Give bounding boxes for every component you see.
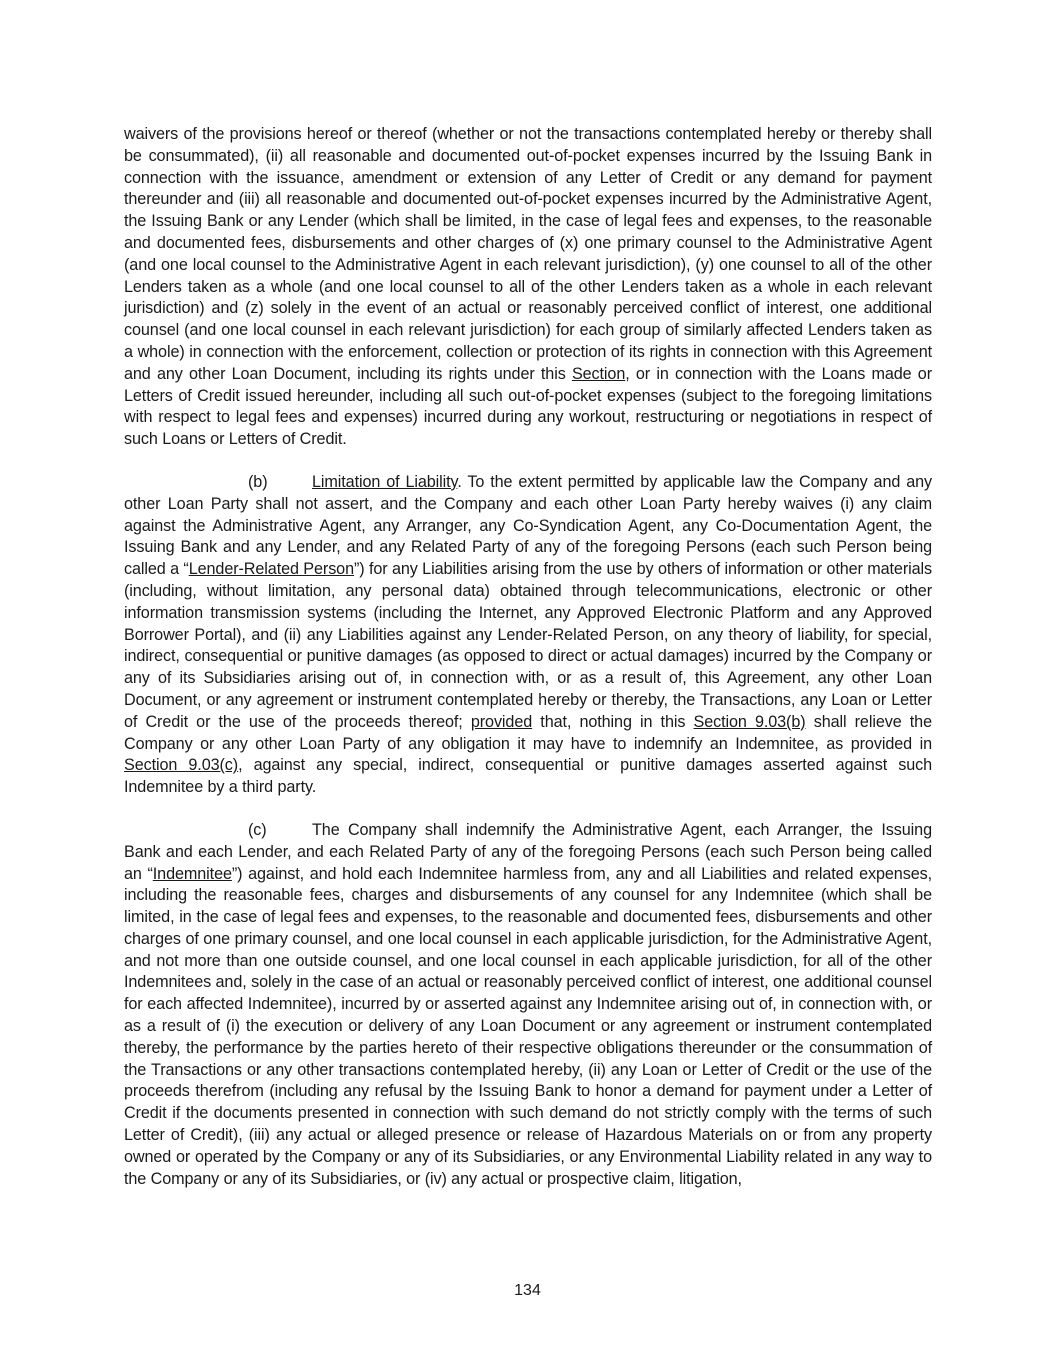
paragraph-text: ”) against, and hold each Indemnitee harmless from, any and all Liabilities and related expenses, including the reasonable fees, charges and disbursements of any counsel for any Indemnitee (which shall be limited, in the case of legal fees and expenses, to the reasonable and documented fees, disbursements and other charges of one primary counsel, and one local counsel in each applicable jurisdiction, for the Administrative Agent, and not more than one outside counsel, and one local counsel in each applicable jurisdiction, for all of the other Indemnitees and, solely in the case of an actual or reasonably perceived conflict of interest, one additional counsel for each affected Indemnitee), incurred by or asserted against any Indemnitee arising out of, in connection with, or as a result of (i) the execution or delivery of any Loan Document or any agreement or instrument contemplated thereby, the performance by the parties hereto of their respective obligations thereunder or the consummation of the Transactions or any other transactions contemplated hereby, (ii) any Loan or Letter of Credit or the use of the proceeds therefrom (including any refusal by the Issuing Bank to honor a demand for payment under a Letter of Credit if the documents presented in connection with such demand do not strictly comply with the terms of such Letter of Credit), (iii) any actual or alleged presence or release of Hazardous Materials on or from any property owned or operated by the Company or any of its Subsidiaries, or any Environmental Liability related in any way to the Company or any of its Subsidiaries, or (iv) any actual or prospective claim, litigation, <box>124 864 932 1188</box>
section-reference: Section <box>571 364 626 383</box>
defined-term: Lender-Related Person <box>188 560 354 579</box>
clause-label: (b) <box>248 472 268 491</box>
clause-label: (c) <box>248 820 267 839</box>
paragraph-a-continued <box>124 124 932 451</box>
paragraph-text: The Company shall indemnify the Administrative Agent, each Arranger, the Issuing Bank and each Lender, and each Related Party of any of the foregoing Persons (each such Person being called an “ <box>124 820 932 883</box>
clause-heading: Limitation of Liability <box>312 472 458 491</box>
defined-term: Indemnitee <box>152 864 232 883</box>
provided-term: provided <box>470 712 533 731</box>
paragraph-b <box>124 472 932 799</box>
section-reference: Section 9.03(c) <box>124 756 239 775</box>
paragraph-text: . To the extent permitted by applicable law the Company and any other Loan Party shall not assert, and the Company and each other Loan Party hereby waives (i) any claim against the Administrative Agent, any Arranger, any Co-Syndication Agent, any Co-Documentation Agent, the Issuing Bank and any Lender, and any Related Party of any of the foregoing Persons (each such Person being called a “ <box>124 472 932 579</box>
paragraph-text: ”) for any Liabilities arising from the use by others of information or other materials (including, without limitation, any personal data) obtained through telecommunications, electronic or other information transmission systems (including the Internet, any Approved Electronic Platform and any Approved Borrower Portal), and (ii) any Liabilities against any Lender-Related Person, on any theory of liability, for special, indirect, consequential or punitive damages (as opposed to direct or actual damages) incurred by the Company or any of its Subsidiaries arising out of, in connection with, or as a result of, this Agreement, any other Loan Document, or any agreement or instrument contemplated hereby or thereby, the Transactions, any Loan or Letter of Credit or the use of the proceeds thereof; <box>124 560 933 731</box>
section-reference: Section 9.03(b) <box>693 712 806 731</box>
document-page <box>124 124 932 1211</box>
paragraph-text: waivers of the provisions hereof or thereof (whether or not the transactions contemplated hereby or thereby shall be consummated), (ii) all reasonable and documented out-of-pocket expenses incurred by the Issuing Bank in connection with the issuance, amendment or extension of any Letter of Credit or any demand for payment thereunder and (iii) all reasonable and documented out-of-pocket expenses incurred by the Administrative Agent, the Issuing Bank or any Lender (which shall be limited, in the case of legal fees and expenses, to the reasonable and documented fees, disbursements and other charges of (x) one primary counsel to the Administrative Agent (and one local counsel to the Administrative Agent in each relevant jurisdiction), (y) one counsel to all of the other Lenders taken as a whole (and one local counsel to all of the other Lenders taken as a whole in each relevant jurisdiction) and (z) solely in the event of an actual or reasonably perceived conflict of interest, one additional counsel (and one local counsel in each relevant jurisdiction) for each group of similarly affected Lenders taken as a whole) in connection with the enforcement, collection or protection of its rights in connection with this Agreement and any other Loan Document, including its rights under this <box>124 125 932 383</box>
paragraph-text: shall relieve the Company or any other Loan Party of any obligation it may have to indemnify an Indemnitee, as provided in <box>124 712 932 753</box>
paragraph-text: that, nothing in this <box>532 712 694 731</box>
paragraph-c <box>124 820 932 1191</box>
paragraph-text: , against any special, indirect, consequential or punitive damages asserted against such Indemnitee by a third party. <box>124 756 932 797</box>
paragraph-text: , or in connection with the Loans made or Letters of Credit issued hereunder, including all such out-of-pocket expenses (subject to the foregoing limitations with respect to legal fees and expenses) incurred during any workout, restructuring or negotiations in respect of such Loans or Letters of Credit. <box>124 364 932 449</box>
page-number: 134 <box>514 1282 541 1299</box>
